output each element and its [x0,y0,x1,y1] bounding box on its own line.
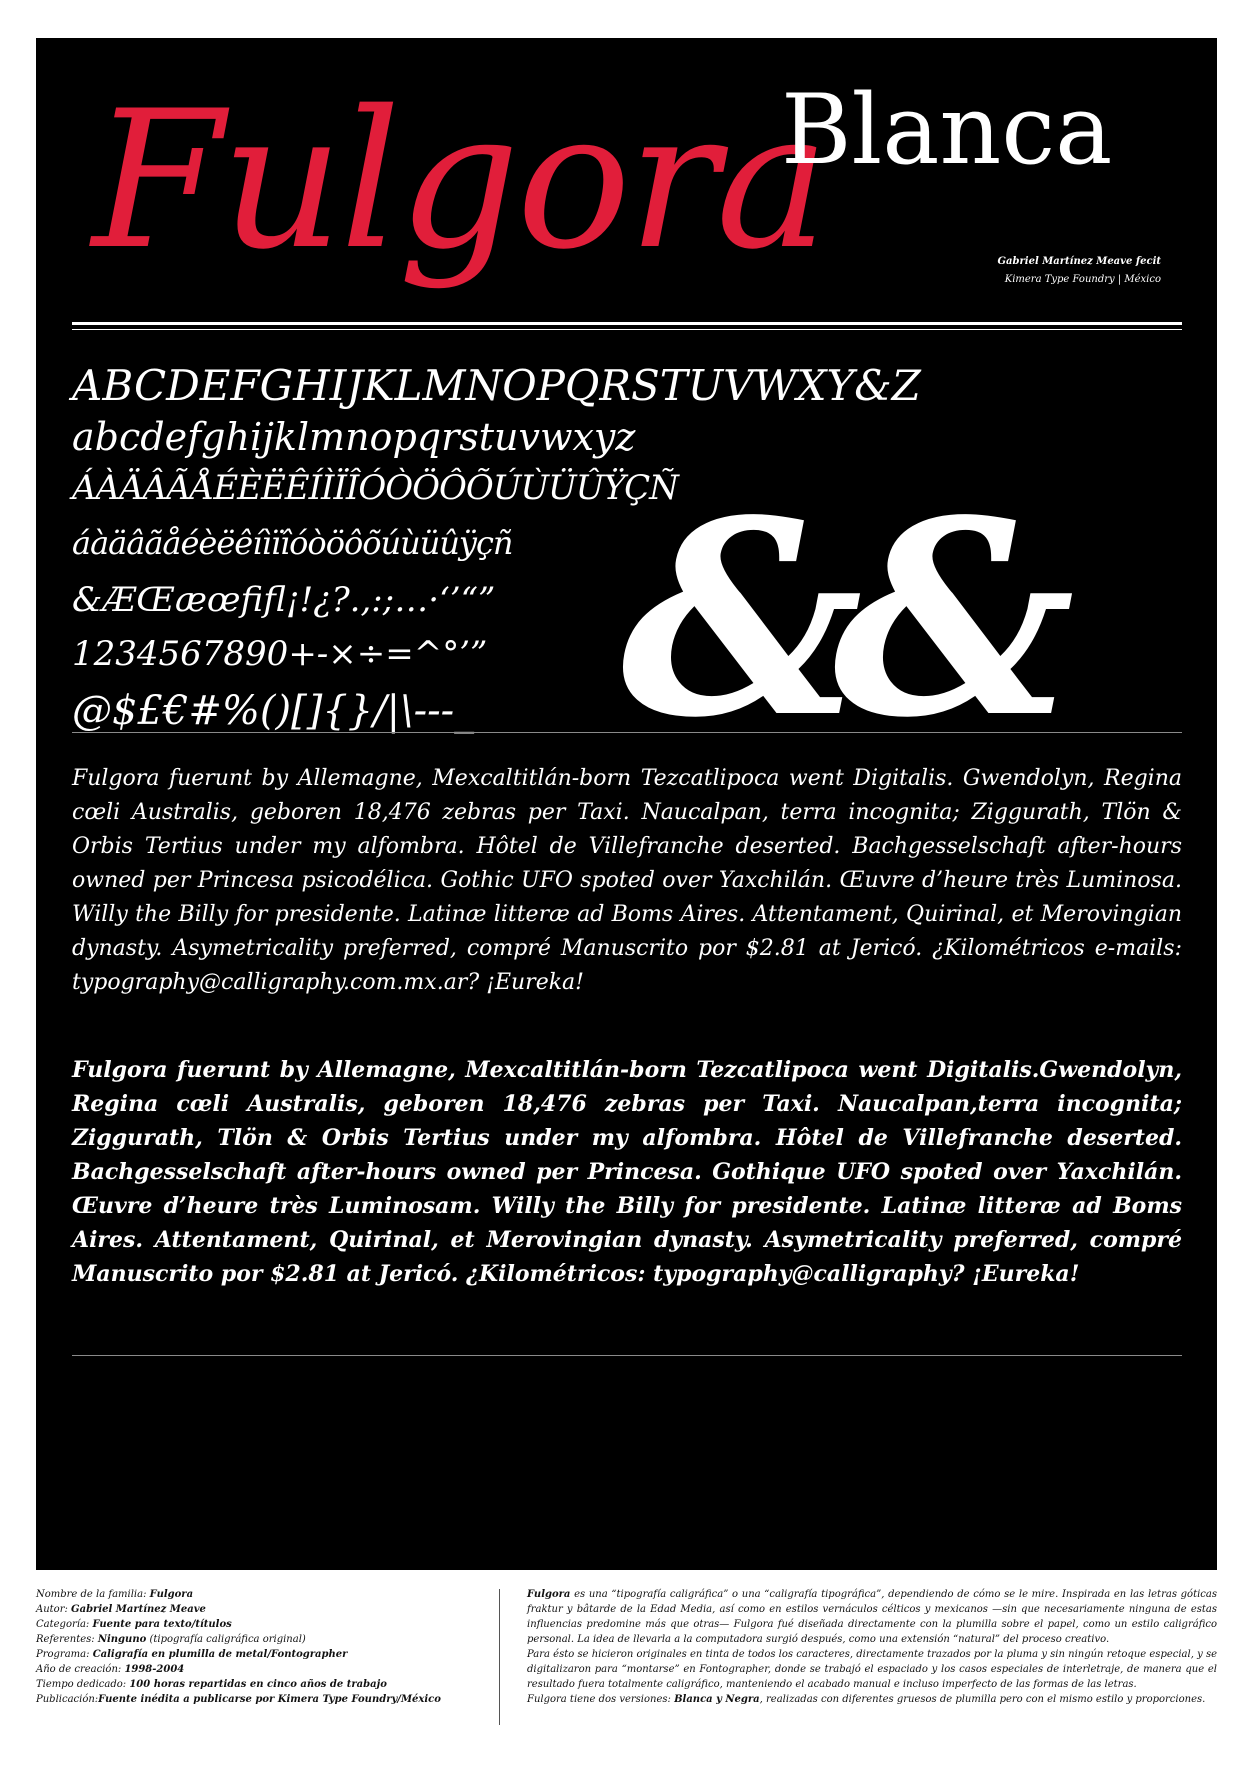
font-description [527,1587,1217,1707]
meta-value: Caligrafía en plumilla de metal/Fontographer [92,1649,348,1660]
sample-text-bold: Fulgora fuerunt by Allemagne, Mexcaltitlán-born Tezcatlipoca went Digitalis.Gwendolyn, Regina cœli Australis, geboren 18,476 zebras per Taxi. Naucalpan,terra incognita; Ziggurath, Tlön & Orbis Tertius under my alfombra. Hôtel de Villefranche deserted. Bachgesselschaft after-hours owned per Princesa. Gothique UFO spoted over Yaxchilán. Œuvre d’heure très Luminosam. Willy the Billy for presidente. Latinæ litteræ ad Boms Aires. Attentament, Quirinal, et Merovingian dynasty. Asymetricality preferred, compré Manuscrito por $2.81 at Jericó. ¿Kilométricos: typography@calligraphy? ¡Eureka! [72,1057,1182,1287]
footer [36,1587,1217,1737]
meta-label: Publicación: [36,1694,99,1705]
glyphs-ligatures-punctuation: &ÆŒæœfifl¡!¿?.,:;…·‘’“” [72,580,496,620]
meta-row-family [36,1587,451,1602]
designer-credit: Gabriel Martínez Meave fecit [997,256,1161,267]
specimen-poster [36,38,1217,1570]
meta-row-year [36,1662,451,1677]
description-paragraph: Para ésto se hicieron originales en tinta de todos los caracteres, directamente trazados por la pluma y sin ningún retoque especial, y se digitalizaron para “montarse” en Fontographer, donde se trabajó el espaciado y los casos especiales de interletraje, de manera que el resultado fuera totalmente caligráfico, manteniendo el acabado manual e incluso imperfecto de las formas de las letras. [527,1649,1217,1690]
meta-value: Ninguno [97,1634,147,1645]
font-weight-title: Blanca [781,74,1113,186]
description-text: Fulgora tiene dos versiones: [527,1694,675,1705]
description-text: , realizadas con diferentes gruesos de plumilla pero con el mismo estilo y proporciones. [759,1694,1206,1705]
meta-label: Nombre de la familia: [36,1589,147,1600]
sample-text-regular: Fulgora fuerunt by Allemagne, Mexcaltitlán-born Tezcatlipoca went Digitalis. Gwendolyn, Regina cœli Australis, geboren 18,476 zebras per Taxi. Naucalpan, terra incognita; Ziggurath, Tlön & Orbis Tertius under my alfombra. Hôtel de Villefranche deserted. Bachgesselschaft after-hours owned per Princesa psicodélica. Gothic UFO spoted over Yaxchilán. Œuvre d’heure très Luminosa. Willy the Billy for presidente. Latinæ litteræ ad Boms Aires. Attentament, Quirinal, et Merovingian dynasty. Asymetricality preferred, compré Manuscrito por $2.81 at Jericó. ¿Kilométricos e-mails: typography@calligraphy.com.mx.ar? ¡Eureka! [72,766,1182,995]
meta-value: Fuente para texto/títulos [92,1619,232,1630]
section-divider [72,732,1182,733]
section-divider [72,1355,1182,1356]
meta-row-time [36,1677,451,1692]
meta-label: Referentes: [36,1634,95,1645]
glyphs-accented-lower: áàäâãåéèëêíìïîóòöôõúùüûÿçñ [72,524,513,562]
meta-row-author [36,1602,451,1617]
font-metadata [36,1587,451,1707]
meta-value: Gabriel Martínez Meave [71,1604,206,1615]
description-text: es una “tipografía caligráfica” o una “caligrafía tipográfica”, dependiendo de cómo se le mire. Inspirada en las letras góticas fraktur y bâtarde de la Edad Media, así como en estilos vernáculos célticos y mexicanos —sin que necesariamente ninguna de estas influencias predomine más que otras— Fulgora fué diseñada directamente con la plumilla sobre el papel, como un estilo caligráfico personal. La idea de llevarla a la computadora surgió después, como una extensión “natural” del proceso creativo. [527,1589,1217,1645]
meta-label: Categoría: [36,1619,90,1630]
meta-row-references [36,1632,451,1647]
font-title: Fulgora [92,70,827,291]
meta-row-publication [36,1692,451,1707]
description-lead: Fulgora [527,1589,571,1600]
meta-label: Año de creación: [36,1664,122,1675]
meta-value: 100 horas repartidas en cinco años de trabajo [129,1679,387,1690]
meta-row-program [36,1647,451,1662]
description-paragraph [527,1692,1217,1707]
meta-row-category [36,1617,451,1632]
meta-value: Fuente inédita a publicarse por Kimera Type Foundry/México [98,1694,441,1705]
glyphs-symbols: @$£€#%()[]{}/|\---_ [72,688,475,734]
foundry-credit: Kimera Type Foundry | México [1004,274,1161,285]
glyphs-accented-upper: ÁÀÄÂÃÅÉÈËÊÍÌÏÎÓÒÖÔÕÚÙÜÛŸÇÑ [72,468,678,508]
footer-divider [499,1589,500,1725]
large-ampersands: && [621,462,1045,777]
description-paragraph [527,1587,1217,1647]
meta-label: Programa: [36,1649,90,1660]
header-rule-thin [72,329,1182,330]
meta-label: Tiempo dedicado: [36,1679,127,1690]
meta-value: Fulgora [149,1589,194,1600]
header-rule-thick [72,322,1182,325]
description-versions: Blanca y Negra [674,1694,760,1705]
glyphs-lowercase: abcdefghijklmnopqrstuvwxyz [72,415,636,459]
glyphs-uppercase: ABCDEFGHIJKLMNOPQRSTUVWXY&Z [72,361,921,410]
meta-label: Autor: [36,1604,68,1615]
glyphs-numerals: 1234567890+-×÷=^°’” [72,634,488,674]
meta-value: 1998-2004 [124,1664,185,1675]
meta-note: (tipografía caligráfica original) [149,1634,306,1645]
